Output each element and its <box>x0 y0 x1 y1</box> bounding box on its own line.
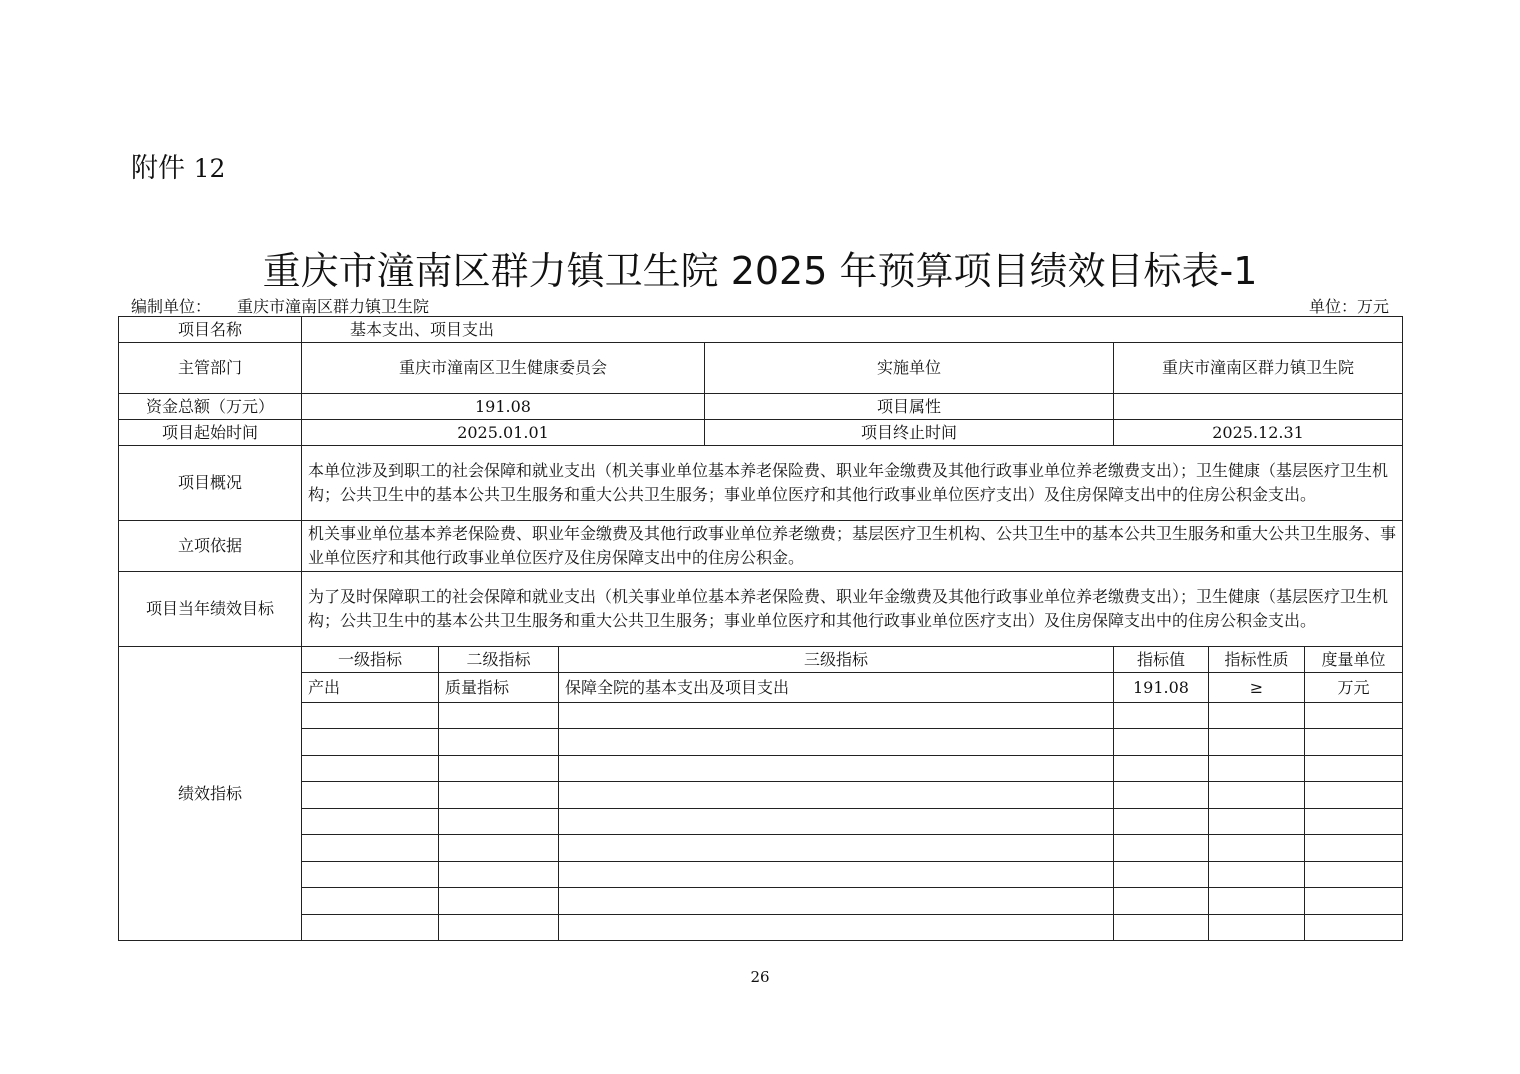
row-value <box>1114 835 1209 862</box>
funds-label: 资金总额（万元） <box>119 394 302 420</box>
row-level3 <box>559 888 1114 915</box>
row-value <box>1114 862 1209 888</box>
end-label: 项目终止时间 <box>705 420 1114 446</box>
row-nature <box>1209 888 1305 915</box>
row-level2 <box>439 809 559 835</box>
row-level1 <box>302 915 439 941</box>
row-level3 <box>559 782 1114 809</box>
row-level1 <box>302 703 439 729</box>
attachment-label <box>131 146 225 185</box>
row-unit <box>1305 862 1403 888</box>
row-nature <box>1209 729 1305 756</box>
row-value <box>1114 703 1209 729</box>
row-value <box>1114 888 1209 915</box>
goal-text: 为了及时保障职工的社会保障和就业支出（机关事业单位基本养老保险费、职业年金缴费及其他行政事业单位养老缴费支出）；卫生健康（基层医疗卫生机构；公共卫生中的基本公共卫生服务和重大公共卫生服务；事业单位医疗和其他行政事业单位医疗支出）及住房保障支出中的住房公积金支出。 <box>302 572 1403 647</box>
row-value <box>1114 809 1209 835</box>
row-unit <box>1305 756 1403 782</box>
row-level2: 质量指标 <box>439 673 559 703</box>
row-nature <box>1209 915 1305 941</box>
row-level2 <box>439 915 559 941</box>
page-number: 26 <box>750 968 770 986</box>
header-level3: 三级指标 <box>559 647 1114 673</box>
impl-value: 重庆市潼南区群力镇卫生院 <box>1114 343 1403 394</box>
header-level1: 一级指标 <box>302 647 439 673</box>
row-level3 <box>559 862 1114 888</box>
row-level3 <box>559 809 1114 835</box>
row-nature <box>1209 862 1305 888</box>
funds-value: 191.08 <box>302 394 705 420</box>
row-level2 <box>439 729 559 756</box>
row-level2 <box>439 756 559 782</box>
row-value <box>1114 782 1209 809</box>
table-row <box>119 809 1403 835</box>
row-level2 <box>439 862 559 888</box>
row-value <box>1114 756 1209 782</box>
table-row <box>119 862 1403 888</box>
row-level1 <box>302 756 439 782</box>
table-row <box>119 888 1403 915</box>
basis-label: 立项依据 <box>119 521 302 572</box>
row-level2 <box>439 782 559 809</box>
header-nature: 指标性质 <box>1209 647 1305 673</box>
start-label: 项目起始时间 <box>119 420 302 446</box>
header-unit: 度量单位 <box>1305 647 1403 673</box>
perf-label: 绩效指标 <box>119 647 302 941</box>
compiler-info <box>131 294 429 317</box>
row-unit <box>1305 809 1403 835</box>
row-level1: 产出 <box>302 673 439 703</box>
row-level3 <box>559 729 1114 756</box>
row-unit <box>1305 782 1403 809</box>
row-value <box>1114 729 1209 756</box>
row-nature <box>1209 835 1305 862</box>
row-level3 <box>559 835 1114 862</box>
row-level1 <box>302 862 439 888</box>
attachment-number: 12 <box>193 154 226 183</box>
dept-label: 主管部门 <box>119 343 302 394</box>
row-nature: ≥ <box>1209 673 1305 703</box>
table-row <box>119 782 1403 809</box>
row-level2 <box>439 703 559 729</box>
goal-label: 项目当年绩效目标 <box>119 572 302 647</box>
table-row <box>119 915 1403 941</box>
row-level2 <box>439 888 559 915</box>
table-row <box>119 756 1403 782</box>
row-nature <box>1209 756 1305 782</box>
header-value: 指标值 <box>1114 647 1209 673</box>
table-row <box>119 703 1403 729</box>
row-unit <box>1305 835 1403 862</box>
document-title: 重庆市潼南区群力镇卫生院 2025 年预算项目绩效目标表-1 <box>262 249 1258 293</box>
unit-line <box>131 294 1389 316</box>
attr-value <box>1114 394 1403 420</box>
dept-value: 重庆市潼南区卫生健康委员会 <box>302 343 705 394</box>
header-level2: 二级指标 <box>439 647 559 673</box>
start-value: 2025.01.01 <box>302 420 705 446</box>
row-unit <box>1305 915 1403 941</box>
row-value <box>1114 915 1209 941</box>
row-nature <box>1209 782 1305 809</box>
attachment-text: 附件 <box>131 153 185 184</box>
project-name-label: 项目名称 <box>119 317 302 343</box>
row-level1 <box>302 809 439 835</box>
performance-table <box>118 316 1403 941</box>
table-row <box>119 729 1403 756</box>
compiler-label: 编制单位： <box>131 297 212 316</box>
row-level3 <box>559 915 1114 941</box>
row-unit: 万元 <box>1305 673 1403 703</box>
project-name-value: 基本支出、项目支出 <box>302 317 1403 343</box>
row-level3 <box>559 703 1114 729</box>
overview-text: 本单位涉及到职工的社会保障和就业支出（机关事业单位基本养老保险费、职业年金缴费及其他行政事业单位养老缴费支出）；卫生健康（基层医疗卫生机构；公共卫生中的基本公共卫生服务和重大公共卫生服务；事业单位医疗和其他行政事业单位医疗支出）及住房保障支出中的住房公积金支出。 <box>302 446 1403 521</box>
row-nature <box>1209 703 1305 729</box>
row-nature <box>1209 809 1305 835</box>
row-level1 <box>302 888 439 915</box>
basis-text: 机关事业单位基本养老保险费、职业年金缴费及其他行政事业单位养老缴费；基层医疗卫生机构、公共卫生中的基本公共卫生服务和重大公共卫生服务、事业单位医疗和其他行政事业单位医疗及住房保障支出中的住房公积金。 <box>302 521 1403 572</box>
row-level3 <box>559 756 1114 782</box>
table-row <box>119 835 1403 862</box>
row-unit <box>1305 703 1403 729</box>
row-level1 <box>302 782 439 809</box>
row-unit <box>1305 729 1403 756</box>
row-value: 191.08 <box>1114 673 1209 703</box>
row-unit <box>1305 888 1403 915</box>
attr-label: 项目属性 <box>705 394 1114 420</box>
end-value: 2025.12.31 <box>1114 420 1403 446</box>
impl-label: 实施单位 <box>705 343 1114 394</box>
row-level2 <box>439 835 559 862</box>
table-row <box>119 673 1403 703</box>
row-level1 <box>302 835 439 862</box>
unit-text: 单位：万元 <box>1308 297 1389 316</box>
overview-label: 项目概况 <box>119 446 302 521</box>
row-level3: 保障全院的基本支出及项目支出 <box>559 673 1114 703</box>
row-level1 <box>302 729 439 756</box>
compiler-value: 重庆市潼南区群力镇卫生院 <box>237 297 430 316</box>
